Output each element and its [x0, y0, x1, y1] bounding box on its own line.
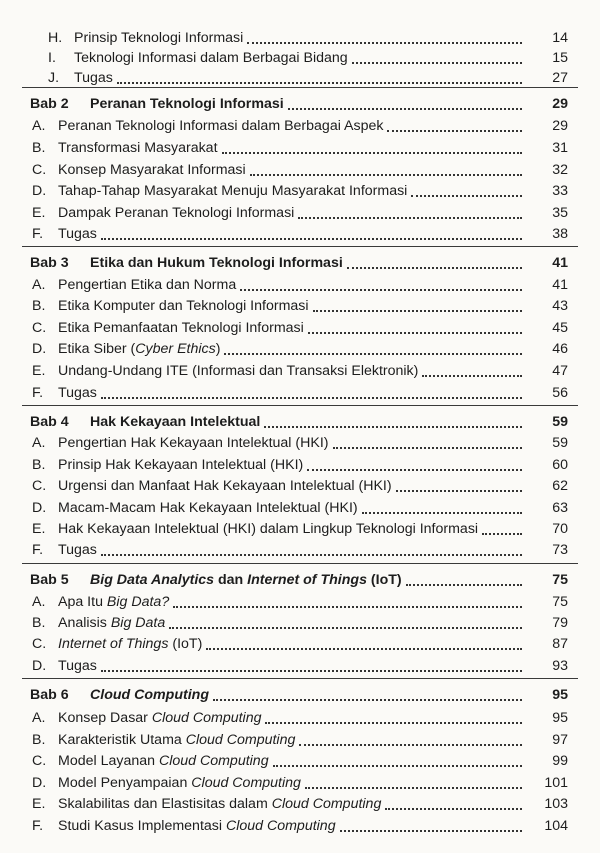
toc-label: [48, 68, 113, 88]
toc-label: [32, 203, 294, 223]
toc-label: [32, 455, 303, 475]
entry-letter: E.: [32, 521, 46, 537]
toc-entry: [0, 592, 600, 612]
leader-dots: [387, 130, 522, 132]
title-text: Dampak Peranan Teknologi Informasi: [58, 205, 295, 221]
entry-letter: C.: [32, 636, 47, 652]
toc-entry: [0, 138, 600, 158]
entry-letter: A.: [32, 118, 46, 134]
title-text: Peranan Teknologi Informasi dalam Berbagai Aspek: [58, 118, 384, 134]
leader-dots: [265, 722, 522, 724]
leader-dots: [333, 447, 523, 449]
title-italic: Cloud Computing: [158, 753, 269, 769]
title-italic-2: Internet of Things: [247, 572, 367, 588]
toc-entry: [0, 794, 600, 814]
toc-label: [32, 181, 407, 201]
toc-label: [32, 116, 383, 136]
toc-chapter: [0, 253, 600, 273]
toc-entry: [0, 203, 600, 223]
leader-dots: [173, 606, 522, 608]
toc-chapter: [0, 570, 600, 590]
chapter-number: Bab 6: [30, 687, 69, 703]
leader-dots: [406, 584, 522, 586]
toc-label: [32, 613, 165, 633]
toc-entry: [0, 730, 600, 750]
toc-entry: [0, 318, 600, 338]
entry-letter: C.: [32, 753, 47, 769]
leader-dots: [213, 699, 522, 701]
leader-dots: [247, 42, 522, 44]
title-text: Apa Itu: [58, 594, 107, 610]
title-suffix: (IoT): [366, 572, 402, 588]
toc-label: [32, 751, 269, 771]
page-number: 73: [552, 542, 568, 558]
page-number: 101: [544, 775, 568, 791]
entry-letter: F.: [32, 818, 44, 834]
toc-label: [32, 794, 381, 814]
section-divider: [22, 246, 578, 247]
page-number: 15: [552, 50, 568, 66]
toc-label: [32, 476, 392, 496]
chapter-number: Bab 3: [30, 255, 69, 271]
page-number: 93: [552, 658, 568, 674]
title-text: Macam-Macam Hak Kekayaan Intelektual (HKI): [58, 500, 358, 516]
title-text: Tugas: [74, 70, 113, 86]
title-text: Analisis: [58, 615, 111, 631]
toc-entry: [0, 275, 600, 295]
title-italic: Cloud Computing: [185, 732, 296, 748]
page-number: 75: [552, 572, 568, 588]
toc-label: [32, 498, 358, 518]
leader-dots: [308, 332, 522, 334]
title-suffix: ): [215, 341, 221, 357]
page-number: 29: [552, 118, 568, 134]
leader-dots: [101, 397, 522, 399]
title-text: Prinsip Teknologi Informasi: [74, 30, 244, 46]
page-number: 60: [552, 457, 568, 473]
leader-dots: [340, 830, 522, 832]
toc-entry: [0, 708, 600, 728]
title-italic: Cloud Computing: [191, 775, 301, 791]
page-number: 87: [552, 636, 568, 652]
title-text: Konsep Dasar: [58, 710, 152, 726]
section-divider: [22, 563, 578, 564]
toc-entry: [0, 476, 600, 496]
title-text: Karakteristik Utama: [58, 732, 186, 748]
title-text: Model Layanan: [58, 753, 159, 769]
title-text: Skalabilitas dan Elastisitas dalam: [58, 796, 272, 812]
page-number: 29: [552, 96, 568, 112]
title-text: Transformasi Masyarakat: [58, 140, 218, 156]
leader-dots: [313, 310, 522, 312]
title-italic: Cloud Computing: [151, 710, 262, 726]
entry-letter: B.: [32, 615, 46, 631]
leader-dots: [250, 174, 522, 176]
page-number: 31: [552, 140, 568, 156]
toc-entry: [0, 634, 600, 654]
entry-letter: E.: [32, 205, 46, 221]
entry-letter: F.: [32, 226, 44, 242]
toc-label: [30, 412, 260, 432]
toc-label: [32, 296, 309, 316]
page-number: 99: [552, 753, 568, 769]
title-text: Tugas: [58, 658, 97, 674]
title-text: Pengertian Etika dan Norma: [58, 277, 237, 293]
toc-entry: [0, 816, 600, 836]
toc-entry: [0, 224, 600, 244]
toc-label: [32, 634, 202, 654]
entry-letter: D.: [32, 183, 47, 199]
page-number: 75: [552, 594, 568, 610]
toc-label: [32, 656, 97, 676]
entry-letter: F.: [32, 385, 44, 401]
page-number: 79: [552, 615, 568, 631]
entry-letter: A.: [32, 594, 46, 610]
entry-letter: C.: [32, 162, 47, 178]
leader-dots: [307, 469, 522, 471]
page-number: 41: [552, 277, 568, 293]
title-italic: Cloud Computing: [271, 796, 382, 812]
leader-dots: [101, 238, 522, 240]
toc-label: [30, 685, 209, 705]
leader-dots: [101, 554, 522, 556]
toc-label: [32, 160, 246, 180]
leader-dots: [169, 627, 522, 629]
page-number: 104: [544, 818, 568, 834]
leader-dots: [362, 512, 522, 514]
page-number: 38: [552, 226, 568, 242]
page-number: 59: [552, 435, 568, 451]
toc-entry: [0, 361, 600, 381]
title-text: Tahap-Tahap Masyarakat Menuju Masyarakat Informasi: [58, 183, 408, 199]
entry-letter: B.: [32, 457, 46, 473]
page-number: 95: [552, 687, 568, 703]
page-number: 45: [552, 320, 568, 336]
title-text: Peranan Teknologi Informasi: [90, 96, 284, 112]
title-italic: Big Data: [110, 615, 166, 631]
toc-entry: [0, 519, 600, 539]
toc-label: [30, 570, 402, 590]
section-divider: [22, 678, 578, 679]
toc-label: [32, 730, 295, 750]
toc-label: [32, 816, 336, 836]
page-number: 33: [552, 183, 568, 199]
toc-entry: [0, 498, 600, 518]
toc-entry: [0, 160, 600, 180]
page-number: 46: [552, 341, 568, 357]
toc-label: [32, 318, 304, 338]
leader-dots: [273, 765, 522, 767]
entry-letter: E.: [32, 363, 46, 379]
title-text: Model Penyampaian: [58, 775, 192, 791]
title-text: Hak Kekayaan Intelektual (HKI) dalam Lingkup Teknologi Informasi: [58, 521, 479, 537]
toc-entry: [0, 339, 600, 359]
leader-dots: [347, 267, 522, 269]
title-suffix: (IoT): [168, 636, 203, 652]
entry-letter: E.: [32, 796, 46, 812]
title-text: Hak Kekayaan Intelektual: [90, 414, 261, 430]
leader-dots: [352, 62, 522, 64]
leader-dots: [422, 375, 522, 377]
entry-letter: B.: [32, 140, 46, 156]
toc-entry: [0, 540, 600, 560]
leader-dots: [299, 744, 522, 746]
title-text: Teknologi Informasi dalam Berbagai Bidang: [74, 50, 348, 66]
title-text: dan: [214, 572, 248, 588]
entry-letter: A.: [32, 277, 46, 293]
toc-label: [32, 540, 97, 560]
entry-letter: C.: [32, 320, 47, 336]
title-text: Tugas: [58, 226, 97, 242]
page-number: 97: [552, 732, 568, 748]
toc-label: [32, 361, 418, 381]
entry-letter: A.: [32, 710, 46, 726]
leader-dots: [222, 152, 522, 154]
leader-dots: [298, 217, 522, 219]
leader-dots: [264, 426, 522, 428]
entry-letter: J.: [48, 70, 60, 86]
page-number: 32: [552, 162, 568, 178]
page-number: 103: [544, 796, 568, 812]
title-text: Etika Komputer dan Teknologi Informasi: [58, 298, 309, 314]
toc-chapter: [0, 94, 600, 114]
toc-entry: [0, 383, 600, 403]
toc-entry: [0, 773, 600, 793]
toc-label: [30, 94, 284, 114]
toc-entry: [0, 433, 600, 453]
title-text: Pengertian Hak Kekayaan Intelektual (HKI): [58, 435, 329, 451]
leader-dots: [482, 533, 522, 535]
entry-letter: F.: [32, 542, 44, 558]
page-number: 63: [552, 500, 568, 516]
toc-label: [48, 48, 348, 68]
toc-label: [32, 275, 236, 295]
leader-dots: [305, 787, 522, 789]
toc-label: [32, 138, 218, 158]
page-number: 35: [552, 205, 568, 221]
entry-letter: C.: [32, 478, 47, 494]
page-number: 62: [552, 478, 568, 494]
title-italic: Cloud Computing: [225, 818, 336, 834]
title-text: Etika Siber (: [58, 341, 136, 357]
toc-label: [32, 339, 220, 359]
leader-dots: [288, 108, 522, 110]
title-italic: Internet of Things: [58, 636, 169, 652]
title-text: Etika dan Hukum Teknologi Informasi: [90, 255, 343, 271]
entry-letter: D.: [32, 500, 47, 516]
entry-letter: H.: [48, 30, 63, 46]
title-text: Konsep Masyarakat Informasi: [58, 162, 246, 178]
entry-letter: D.: [32, 658, 47, 674]
entry-letter: A.: [32, 435, 46, 451]
toc-label: [48, 28, 243, 48]
chapter-number: Bab 4: [30, 414, 69, 430]
toc-label: [32, 433, 329, 453]
toc-label: [32, 519, 478, 539]
title-italic: Big Data?: [106, 594, 170, 610]
title-italic: Cloud Computing: [90, 687, 209, 703]
title-text: Undang-Undang ITE (Informasi dan Transaksi Elektronik): [58, 363, 419, 379]
toc-entry: [0, 48, 600, 68]
toc-chapter: [0, 412, 600, 432]
leader-dots: [240, 289, 522, 291]
page-number: 56: [552, 385, 568, 401]
leader-dots: [224, 353, 522, 355]
leader-dots: [206, 648, 522, 650]
page-number: 70: [552, 521, 568, 537]
toc-label: [32, 708, 261, 728]
toc-entry: [0, 116, 600, 136]
toc-label: [32, 592, 169, 612]
leader-dots: [117, 82, 522, 84]
page-number: 59: [552, 414, 568, 430]
leader-dots: [396, 490, 522, 492]
title-text: Etika Pemanfaatan Teknologi Informasi: [58, 320, 304, 336]
title-text: Tugas: [58, 542, 97, 558]
leader-dots: [101, 670, 522, 672]
section-divider: [22, 87, 578, 88]
chapter-number: Bab 5: [30, 572, 69, 588]
toc-chapter: [0, 685, 600, 705]
page-number: 95: [552, 710, 568, 726]
title-text: Urgensi dan Manfaat Hak Kekayaan Intelektual (HKI): [58, 478, 392, 494]
page-number: 47: [552, 363, 568, 379]
title-italic: Big Data Analytics: [90, 572, 215, 588]
entry-letter: B.: [32, 732, 46, 748]
leader-dots: [385, 808, 522, 810]
title-text: Tugas: [58, 385, 97, 401]
entry-letter: B.: [32, 298, 46, 314]
leader-dots: [411, 195, 522, 197]
title-text: Prinsip Hak Kekayaan Intelektual (HKI): [58, 457, 304, 473]
toc-entry: [0, 28, 600, 48]
page-number: 41: [552, 255, 568, 271]
toc-label: [32, 773, 301, 793]
title-text: Studi Kasus Implementasi: [58, 818, 226, 834]
page-number: 27: [552, 70, 568, 86]
toc-entry: [0, 751, 600, 771]
toc-entry: [0, 613, 600, 633]
toc-label: [32, 383, 97, 403]
entry-letter: D.: [32, 775, 47, 791]
toc-label: [32, 224, 97, 244]
toc-entry: [0, 455, 600, 475]
toc-entry: [0, 181, 600, 201]
toc-label: [30, 253, 343, 273]
entry-letter: D.: [32, 341, 47, 357]
toc-entry: [0, 296, 600, 316]
title-italic: Cyber Ethics: [135, 341, 216, 357]
page-number: 14: [552, 30, 568, 46]
toc-entry: [0, 656, 600, 676]
section-divider: [22, 405, 578, 406]
chapter-number: Bab 2: [30, 96, 69, 112]
page-number: 43: [552, 298, 568, 314]
entry-letter: I.: [48, 50, 56, 66]
toc-entry: [0, 68, 600, 88]
